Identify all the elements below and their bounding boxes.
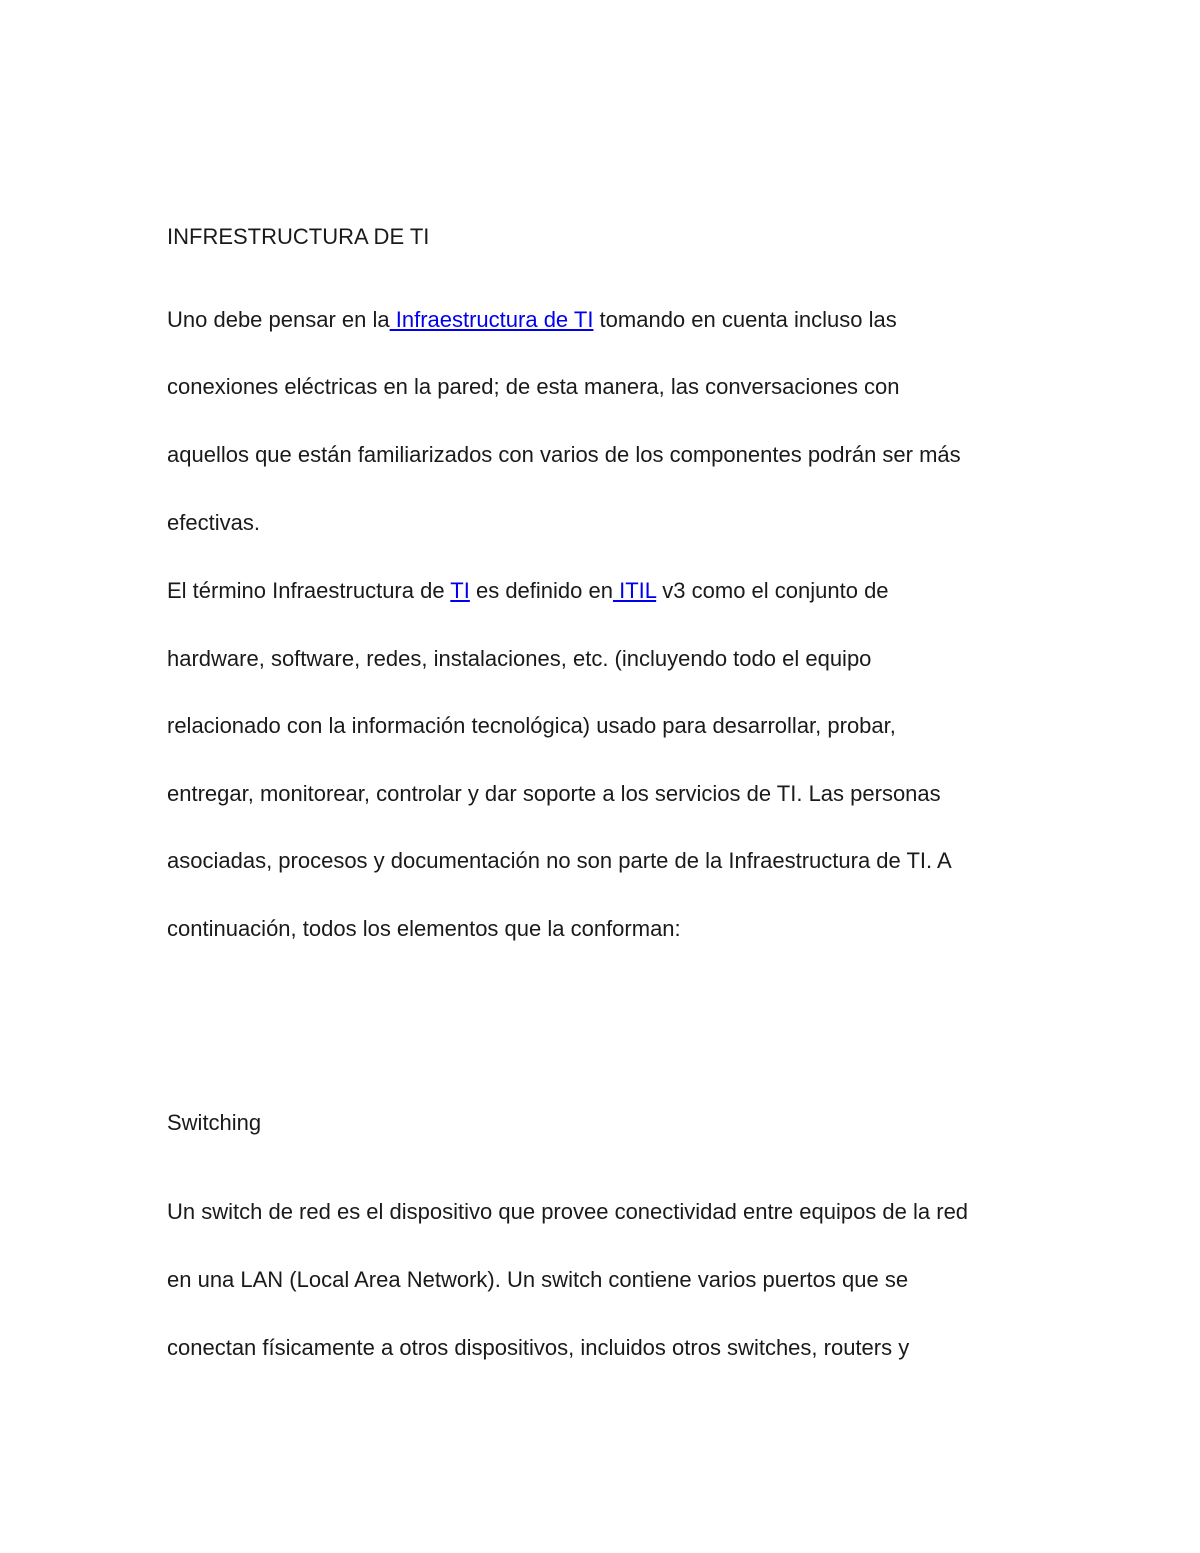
paragraph-1-line-3: aquellos que están familiarizados con varios de los componentes podrán ser más	[167, 442, 961, 467]
paragraph-2-line-1: El término Infraestructura de TI es definido en ITIL v3 como el conjunto de	[167, 578, 889, 603]
paragraph-1-line-4: efectivas.	[167, 510, 260, 535]
paragraph-2-line-5: asociadas, procesos y documentación no son parte de la Infraestructura de TI. A	[167, 848, 952, 873]
paragraph-1-line-2: conexiones eléctricas en la pared; de esta manera, las conversaciones con	[167, 374, 900, 399]
paragraph-3-line-1: Un switch de red es el dispositivo que provee conectividad entre equipos de la red	[167, 1199, 969, 1224]
link-infraestructura-de-ti[interactable]: Infraestructura de TI	[389, 307, 594, 332]
paragraph-1-line-1: Uno debe pensar en la Infraestructura de TI tomando en cuenta incluso las	[167, 307, 897, 332]
paragraph-2-line-2: hardware, software, redes, instalaciones, etc. (incluyendo todo el equipo	[167, 646, 872, 671]
paragraph-3-line-2: en una LAN (Local Area Network). Un switch contiene varios puertos que se	[167, 1267, 909, 1292]
link-ti[interactable]: TI	[450, 578, 470, 603]
paragraph-3-line-3: conectan físicamente a otros dispositivos, incluidos otros switches, routers y	[167, 1335, 910, 1360]
section-heading-switching: Switching	[167, 1110, 262, 1135]
document-title: INFRESTRUCTURA DE TI	[167, 224, 430, 249]
paragraph-2-line-3: relacionado con la información tecnológica) usado para desarrollar, probar,	[167, 713, 896, 738]
link-itil[interactable]: ITIL	[612, 578, 657, 603]
paragraph-2-line-4: entregar, monitorear, controlar y dar soporte a los servicios de TI. Las personas	[167, 781, 941, 806]
paragraph-2-line-6: continuación, todos los elementos que la conforman:	[167, 916, 681, 941]
